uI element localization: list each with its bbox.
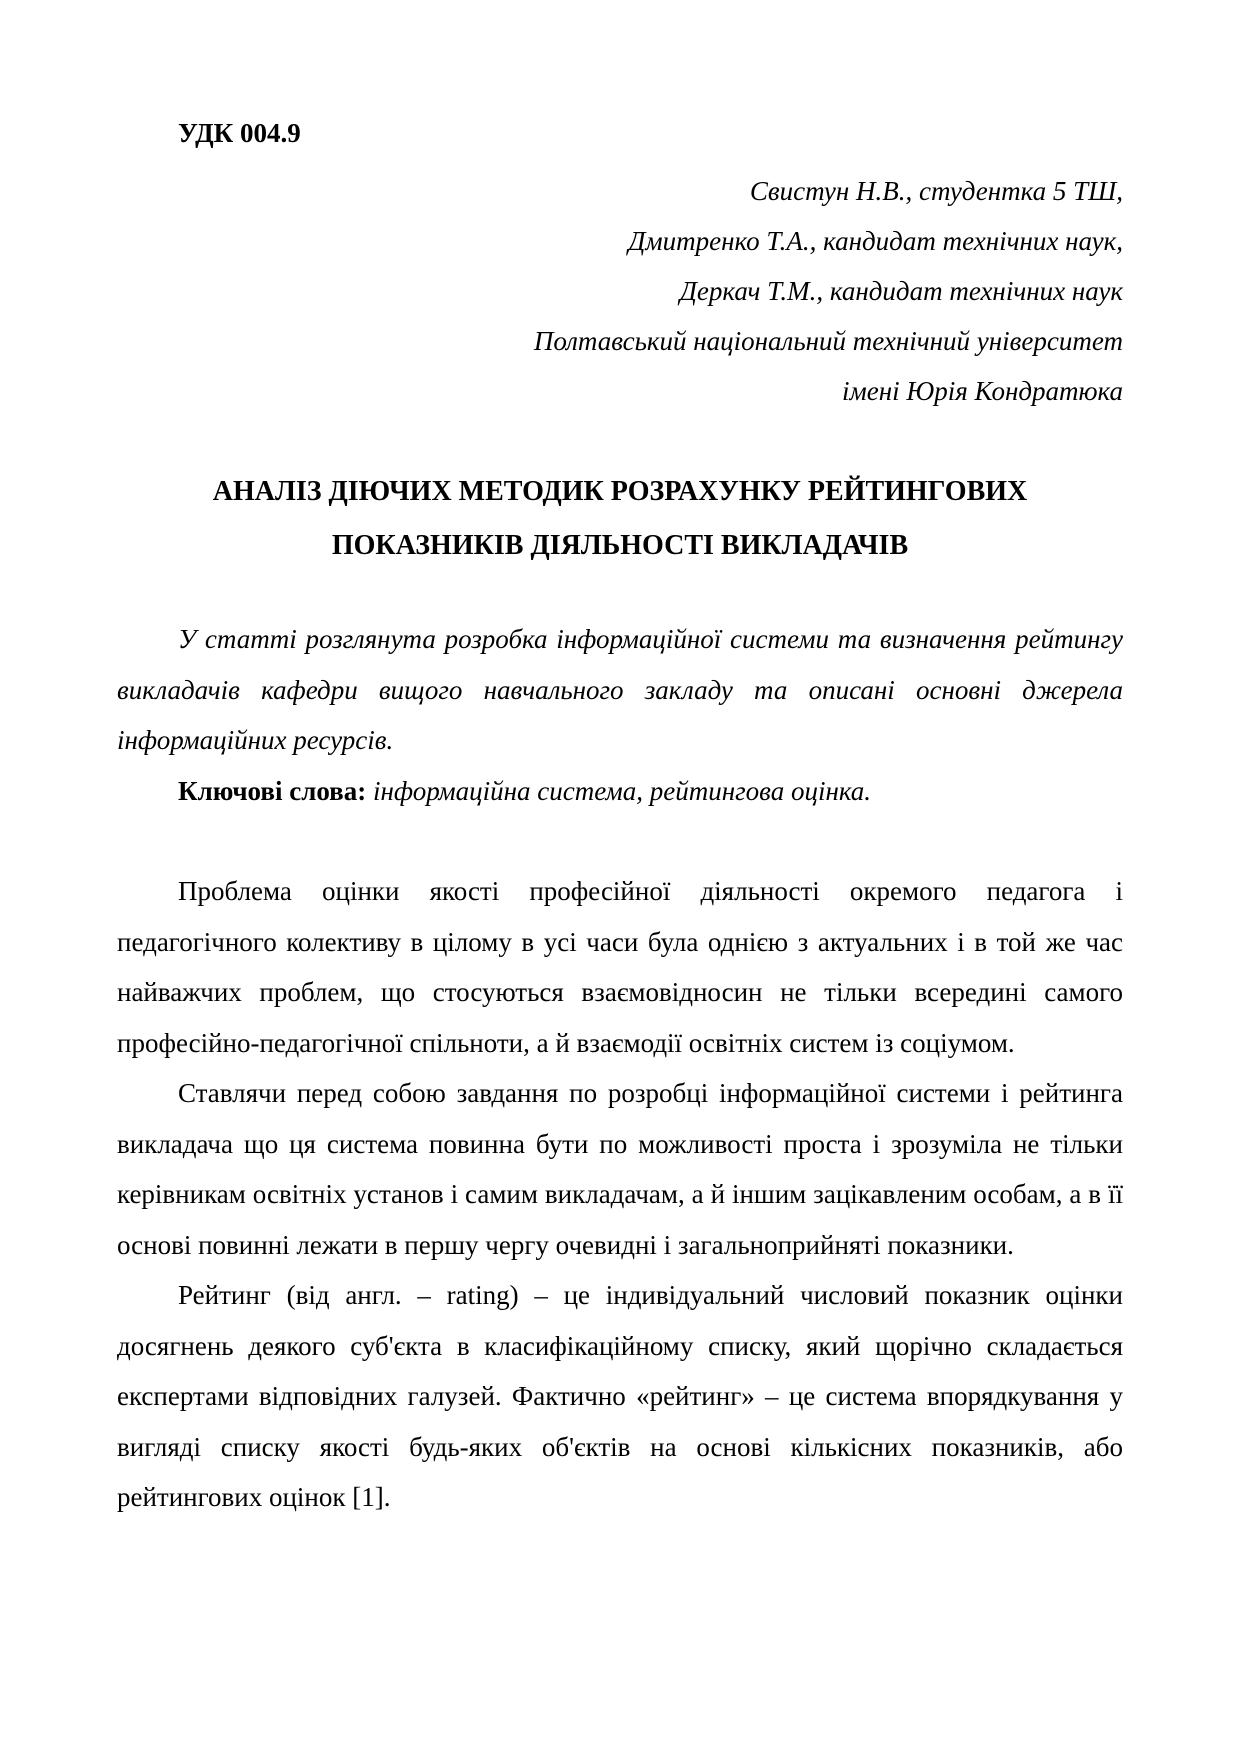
body-paragraph: Рейтинг (від англ. – rating) – це індивідуальний числовий показник оцінки досягнень деякого суб'єкта в класифікаційному списку, який щорічно складається експертами відповідних галузей. Фактично «рейтинг» – це система впорядкування у вигляді списку якості будь-яких об'єктів на основі кількісних показників, або рейтингових оцінок [1].	[117, 1280, 1123, 1512]
body-paragraph: Ставлячи перед собою завдання по розробці інформаційної системи і рейтинга викладача що ця система повинна бути по можливості проста і зрозуміла не тільки керівникам освітніх установ і самим викладачам, а й іншим зацікавленим особам, а в її основі повинні лежати в першу чергу очевидні і загальноприйняті показники.	[117, 1078, 1123, 1260]
author-line: Деркач Т.М., кандидат технічних наук	[679, 276, 1123, 306]
keywords-label: Ключові слова:	[178, 776, 367, 806]
keywords	[117, 766, 1123, 816]
author-line: Свистун Н.В., студентка 5 ТШ,	[749, 176, 1123, 206]
affiliation-line: Полтавський національний технічний університет	[533, 326, 1123, 356]
abstract: У статті розглянута розробка інформаційної системи та визначення рейтингу викладачів кафедри вищого навчального закладу та описані основні джерела інформаційних ресурсів.	[117, 624, 1123, 755]
paper-title	[117, 465, 1123, 573]
title-line-2: ПОКАЗНИКІВ ДІЯЛЬНОСТІ ВИКЛАДАЧІВ	[331, 530, 909, 561]
affiliation-line: імені Юрія Кондратюка	[842, 376, 1123, 406]
udc-code: УДК 004.9	[178, 118, 301, 148]
body-text	[117, 866, 1123, 1523]
keywords-text: інформаційна система, рейтингова оцінка.	[366, 776, 872, 806]
author-line: Дмитренко Т.А., кандидат технічних наук,	[628, 226, 1123, 256]
title-line-1: АНАЛІЗ ДІЮЧИХ МЕТОДИК РОЗРАХУНКУ РЕЙТИНГОВИХ	[212, 476, 1028, 507]
author-block	[223, 166, 1123, 416]
body-paragraph: Проблема оцінки якості професійної діяльності окремого педагога і педагогічного колективу в цілому в усі часи була однією з актуальних і в той же час найважчих проблем, що стосуються взаємовідносин не тільки всередині самого професійно-педагогічної спільноти, а й взаємодії освітніх систем із соціумом.	[117, 876, 1123, 1058]
